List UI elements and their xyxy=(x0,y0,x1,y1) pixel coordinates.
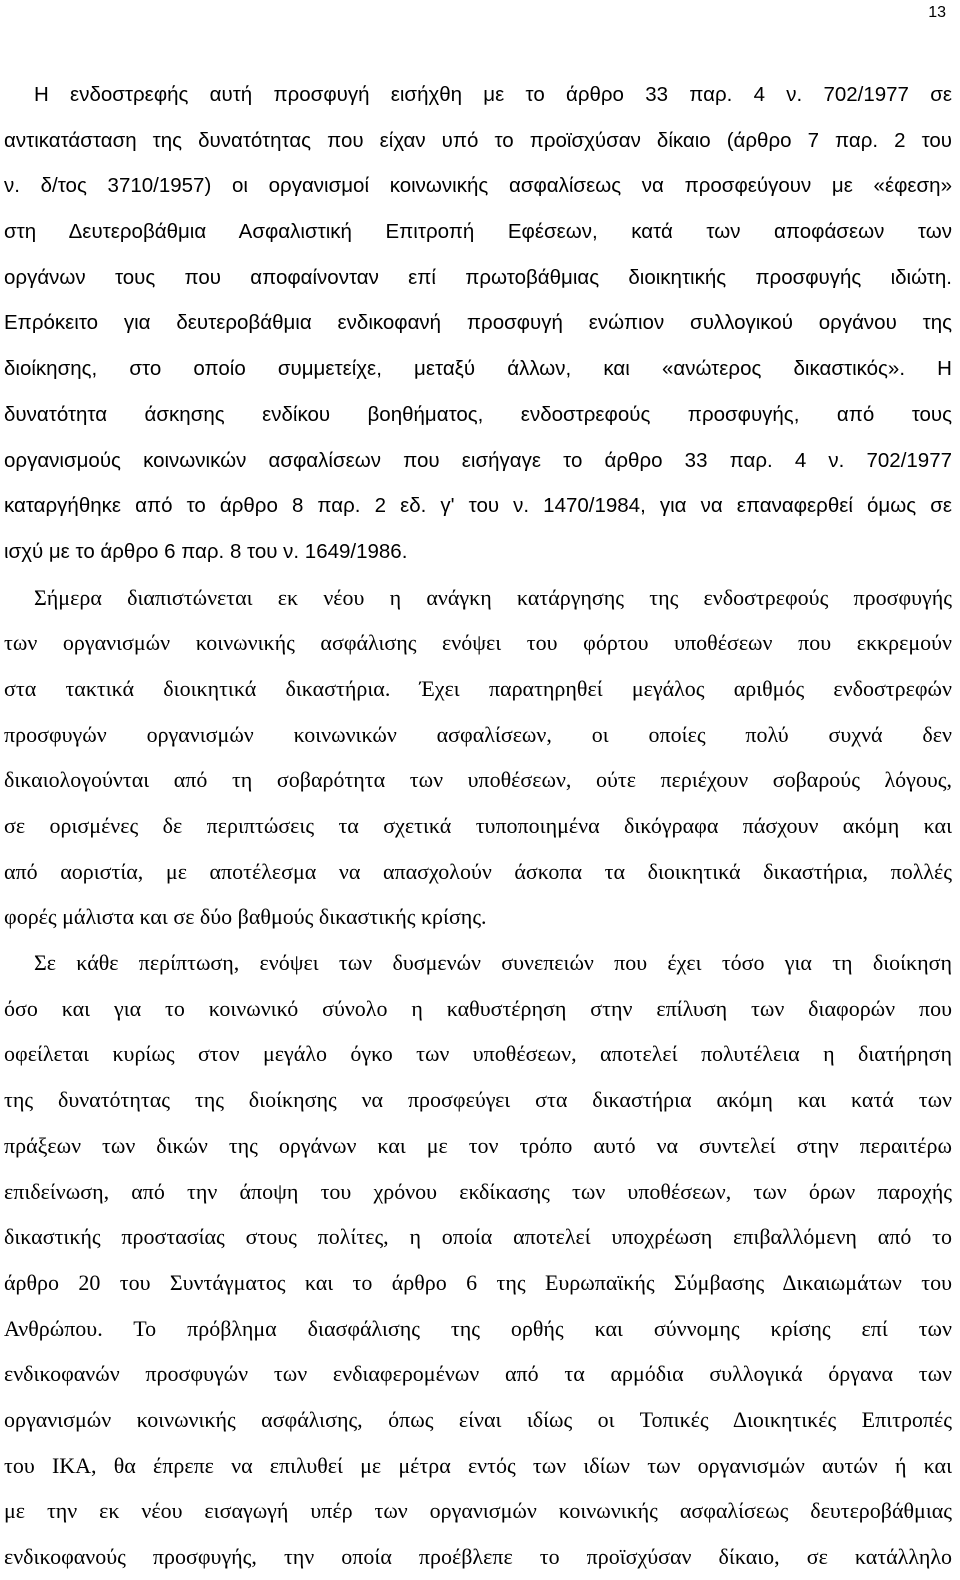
paragraph-1 xyxy=(4,72,952,575)
text-line: Σε κάθε περίπτωση, ενόψει των δυσμενών συνεπειών που έχει τόσο για τη διοίκηση xyxy=(34,950,952,976)
text-line: δυνατότητα άσκησης ενδίκου βοηθήματος, ενδοστρεφούς προσφυγής, από τους xyxy=(4,402,952,426)
text-line: δικαιολογούνται από τη σοβαρότητα των υποθέσεων, ούτε περιέχουν σοβαρούς λόγους, xyxy=(4,767,952,793)
text-line: ενδικοφανών προσφυγών των ενδιαφερομένων από τα αρμόδια συλλογικά όργανα των xyxy=(4,1361,952,1387)
document-body xyxy=(4,72,952,1580)
text-line: διοίκησης, στο οποίο συμμετείχε, μεταξύ άλλων, και «ανώτερος δικαστικός». Η xyxy=(4,357,952,381)
text-line: δικαστικής προστασίας στους πολίτες, η οποία αποτελεί υποχρέωση επιβαλλόμενη από το xyxy=(4,1224,952,1250)
text-line: φορές μάλιστα και σε δύο βαθμούς δικαστικής κρίσης. xyxy=(4,904,487,930)
text-line: πράξεων των δικών της οργάνων και με τον τρόπο αυτό να συντελεί στην περαιτέρω xyxy=(4,1132,952,1158)
text-line: της δυνατότητας της διοίκησης να προσφεύγει στα δικαστήρια ακόμη και κατά των xyxy=(4,1087,952,1113)
page-number: 13 xyxy=(928,4,946,21)
text-line: Ανθρώπου. Το πρόβλημα διασφάλισης της ορθής και σύννομης κρίσης επί των xyxy=(4,1315,952,1341)
text-line: Η ενδοστρεφής αυτή προσφυγή εισήχθη με το άρθρο 33 παρ. 4 ν. 702/1977 σε xyxy=(34,83,952,106)
text-line: οργανισμών κοινωνικής ασφάλισης, όπως είναι ιδίως οι Τοπικές Διοικητικές Επιτροπές xyxy=(4,1406,952,1432)
text-line: οργανισμούς κοινωνικών ασφαλίσεων που εισήγαγε το άρθρο 33 παρ. 4 ν. 702/1977 xyxy=(4,448,952,472)
text-line: οργάνων τους που αποφαίνονταν επί πρωτοβάθμιας διοικητικής προσφυγής ιδιώτη. xyxy=(4,265,952,289)
text-line: άρθρο 20 του Συντάγματος και το άρθρο 6 της Ευρωπαϊκής Σύμβασης Δικαιωμάτων του xyxy=(4,1269,952,1295)
text-line: όσο και για το κοινωνικό σύνολο η καθυστέρηση στην επίλυση των διαφορών που xyxy=(4,995,952,1021)
text-line: από αοριστία, με αποτέλεσμα να απασχολούν άσκοπα τα διοικητικά δικαστήρια, πολλές xyxy=(4,858,952,884)
text-line: των οργανισμών κοινωνικής ασφάλισης ενόψει του φόρτου υποθέσεων που εκκρεμούν xyxy=(4,630,952,656)
text-line: ισχύ με το άρθρο 6 παρ. 8 του ν. 1649/1986. xyxy=(4,539,408,563)
text-line: του ΙΚΑ, θα έπρεπε να επιλυθεί με μέτρα εντός των ιδίων των οργανισμών αυτών ή και xyxy=(4,1452,952,1478)
text-line: στα τακτικά διοικητικά δικαστήρια. Έχει παρατηρηθεί μεγάλος αριθμός ενδοστρεφών xyxy=(4,675,952,701)
text-line: Επρόκειτο για δευτεροβάθμια ενδικοφανή προσφυγή ενώπιον συλλογικού οργάνου της xyxy=(4,311,952,335)
text-line: επιδείνωση, από την άποψη του χρόνου εκδίκασης των υποθέσεων, των όρων παροχής xyxy=(4,1178,952,1204)
text-line: οφείλεται κυρίως στον μεγάλο όγκο των υποθέσεων, αποτελεί πολυτέλεια η διατήρηση xyxy=(4,1041,952,1067)
text-line: καταργήθηκε από το άρθρο 8 παρ. 2 εδ. γ' του ν. 1470/1984, για να επαναφερθεί όμως σε xyxy=(4,494,952,518)
text-line: αντικατάσταση της δυνατότητας που είχαν υπό το προϊσχύσαν δίκαιο (άρθρο 7 παρ. 2 του xyxy=(4,128,952,152)
text-line: Σήμερα διαπιστώνεται εκ νέου η ανάγκη κατάργησης της ενδοστρεφούς προσφυγής xyxy=(34,584,952,610)
text-line: με την εκ νέου εισαγωγή υπέρ των οργανισμών κοινωνικής ασφαλίσεως δευτεροβάθμιας xyxy=(4,1498,952,1524)
text-line: ν. δ/τος 3710/1957) οι οργανισμοί κοινωνικής ασφαλίσεως να προσφεύγουν με «έφεση» xyxy=(4,174,952,198)
text-line: σε ορισμένες δε περιπτώσεις τα σχετικά τυποποιημένα δικόγραφα πάσχουν ακόμη και xyxy=(4,813,952,838)
paragraph-2 xyxy=(4,575,952,941)
text-line: στη Δευτεροβάθμια Ασφαλιστική Επιτροπή Εφέσεων, κατά των αποφάσεων των xyxy=(4,220,952,244)
paragraph-3 xyxy=(4,940,952,1580)
text-line: προσφυγών οργανισμών κοινωνικών ασφαλίσεων, οι οποίες πολύ συχνά δεν xyxy=(4,721,952,747)
text-line: ενδικοφανούς προσφυγής, την οποία προέβλεπε το προϊσχύσαν δίκαιο, σε κατάλληλο xyxy=(4,1544,952,1569)
